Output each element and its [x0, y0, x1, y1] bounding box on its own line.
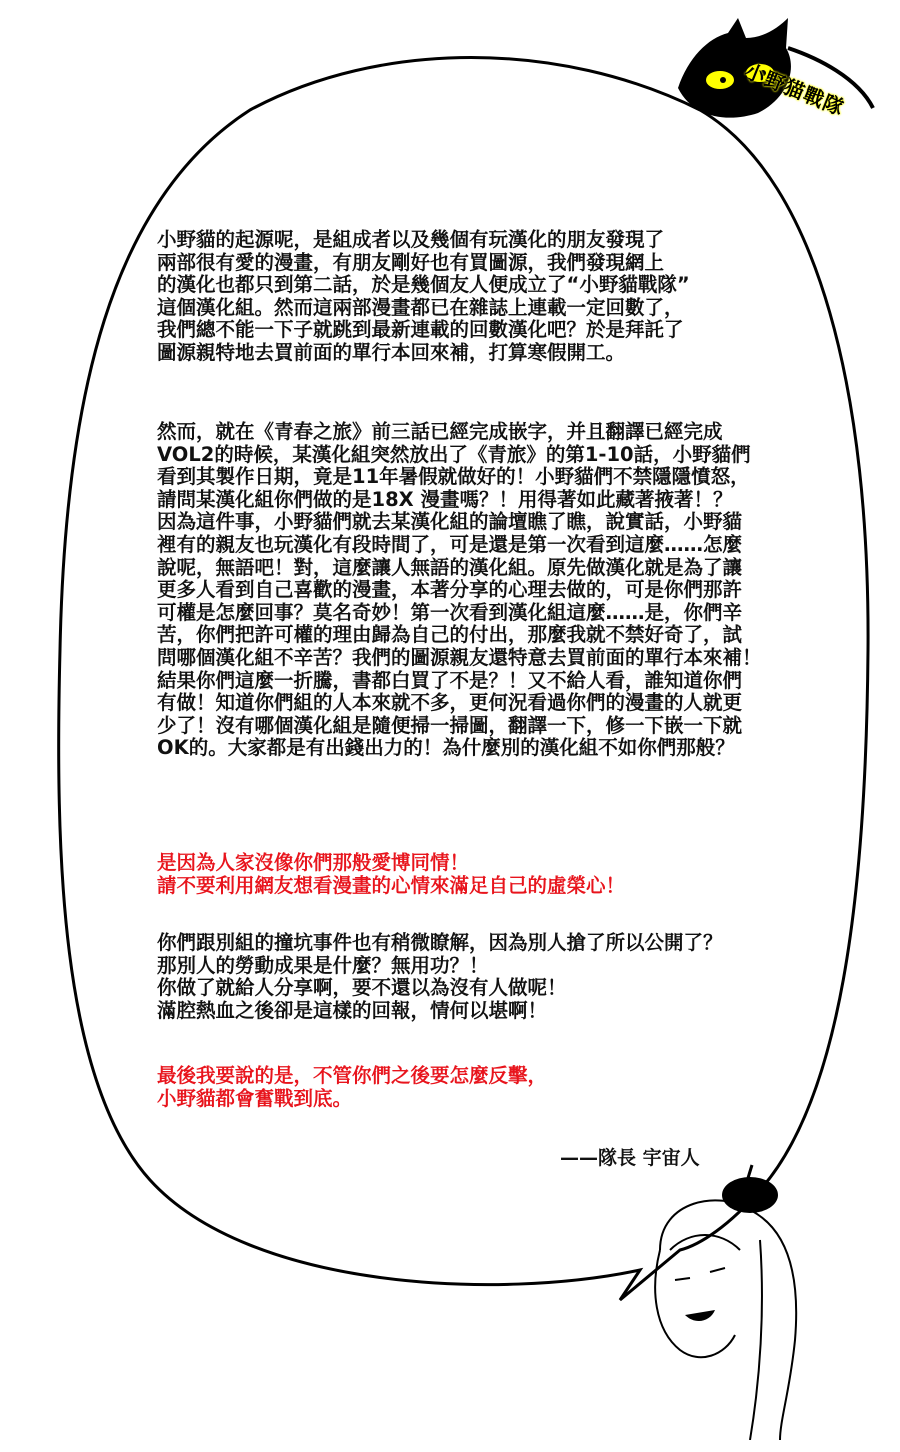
text-line: 你做了就給人分享啊，要不還以為沒有人做呢！ — [157, 976, 567, 1000]
text-line: 苦，你們把許可權的理由歸為自己的付出，那麼我就不禁好奇了，試 — [157, 623, 743, 647]
text-line: 結果你們這麼一折騰，書都白買了不是？！又不給人看，誰知道你們 — [157, 668, 743, 692]
text-line: 然而，就在《青春之旅》前三話已經完成嵌字，并且翻譯已經完成 — [157, 420, 723, 443]
text-line: OK的。大家都是有出錢出力的！為什麼別的漢化組不如你們那般？ — [157, 736, 735, 760]
text-line: 小野貓的起源呢，是組成者以及幾個有玩漢化的朋友發現了 — [157, 228, 665, 251]
paragraph-collision — [157, 932, 723, 1022]
logo-text: 小野猫戰隊 — [741, 58, 848, 121]
text-line: VOL2的時候，某漢化組突然放出了《青旅》的第1-10話，小野貓們 — [157, 442, 751, 466]
text-line: 這個漢化組。然而這兩部漫畫都已在雜誌上連載一定回數了， — [157, 295, 684, 319]
text-line: 兩部很有愛的漫畫，有朋友剛好也有買圖源，我們發現網上 — [157, 250, 665, 274]
text-line: 有做！知道你們組的人本來就不多，更何況看過你們的漫畫的人就更 — [157, 691, 743, 715]
paragraph-incident — [157, 421, 762, 760]
text-line: 圖源親特地去買前面的單行本回來補，打算寒假開工。 — [157, 340, 626, 364]
paragraph-red-closing — [157, 1065, 547, 1110]
text-line: 的漢化也都只到第二話，於是幾個友人便成立了“小野貓戰隊” — [157, 273, 690, 297]
text-line: 是因為人家沒像你們那般愛博同情！ — [157, 851, 470, 874]
text-line: 我們總不能一下子就跳到最新連載的回數漢化吧？於是拜託了 — [157, 318, 684, 342]
text-line: 可權是怎麼回事？莫名奇妙！第一次看到漢化組這麼……是，你們辛 — [157, 600, 743, 624]
paragraph-red-statement — [157, 852, 625, 897]
text-line: 請不要利用網友想看漫畫的心情來滿足自己的虛榮心！ — [157, 873, 626, 897]
text-line: 小野貓都會奮戰到底。 — [157, 1086, 353, 1110]
text-line: 因為這件事，小野貓們就去某漢化組的論壇瞧了瞧，說實話，小野貓 — [157, 510, 743, 534]
paragraph-origin — [157, 229, 690, 365]
signature: ——隊長 宇宙人 — [560, 1147, 700, 1169]
text-line: 那別人的勞動成果是什麼？無用功？！ — [157, 953, 489, 977]
text-line: 說呢，無語吧！對，這麼讓人無語的漢化組。原先做漢化就是為了讓 — [157, 555, 743, 579]
text-line: 問哪個漢化組不辛苦？我們的圖源親友還特意去買前面的單行本來補！ — [157, 645, 762, 669]
text-line: 少了！沒有哪個漢化組是隨便掃一掃圖，翻譯一下，修一下嵌一下就 — [157, 713, 743, 737]
character-drawing-icon — [630, 1160, 830, 1440]
text-line: 看到其製作日期，竟是11年暑假就做好的！小野貓們不禁隱隱憤怒， — [157, 465, 750, 489]
text-line: 請問某漢化組你們做的是18X 漫畫嗎？！用得著如此藏著掖著！？ — [157, 487, 733, 511]
text-line: 更多人看到自己喜歡的漫畫，本著分享的心理去做的，可是你們那許 — [157, 578, 743, 602]
text-line: 裡有的親友也玩漢化有段時間了，可是還是第一次看到這麼……怎麼 — [157, 532, 743, 556]
text-line: 滿腔熱血之後卻是這樣的回報，情何以堪啊！ — [157, 998, 548, 1022]
text-line: 你們跟別組的撞坑事件也有稍微瞭解，因為別人搶了所以公開了？ — [157, 931, 723, 954]
text-line: 最後我要說的是，不管你們之後要怎麼反擊， — [157, 1064, 548, 1087]
